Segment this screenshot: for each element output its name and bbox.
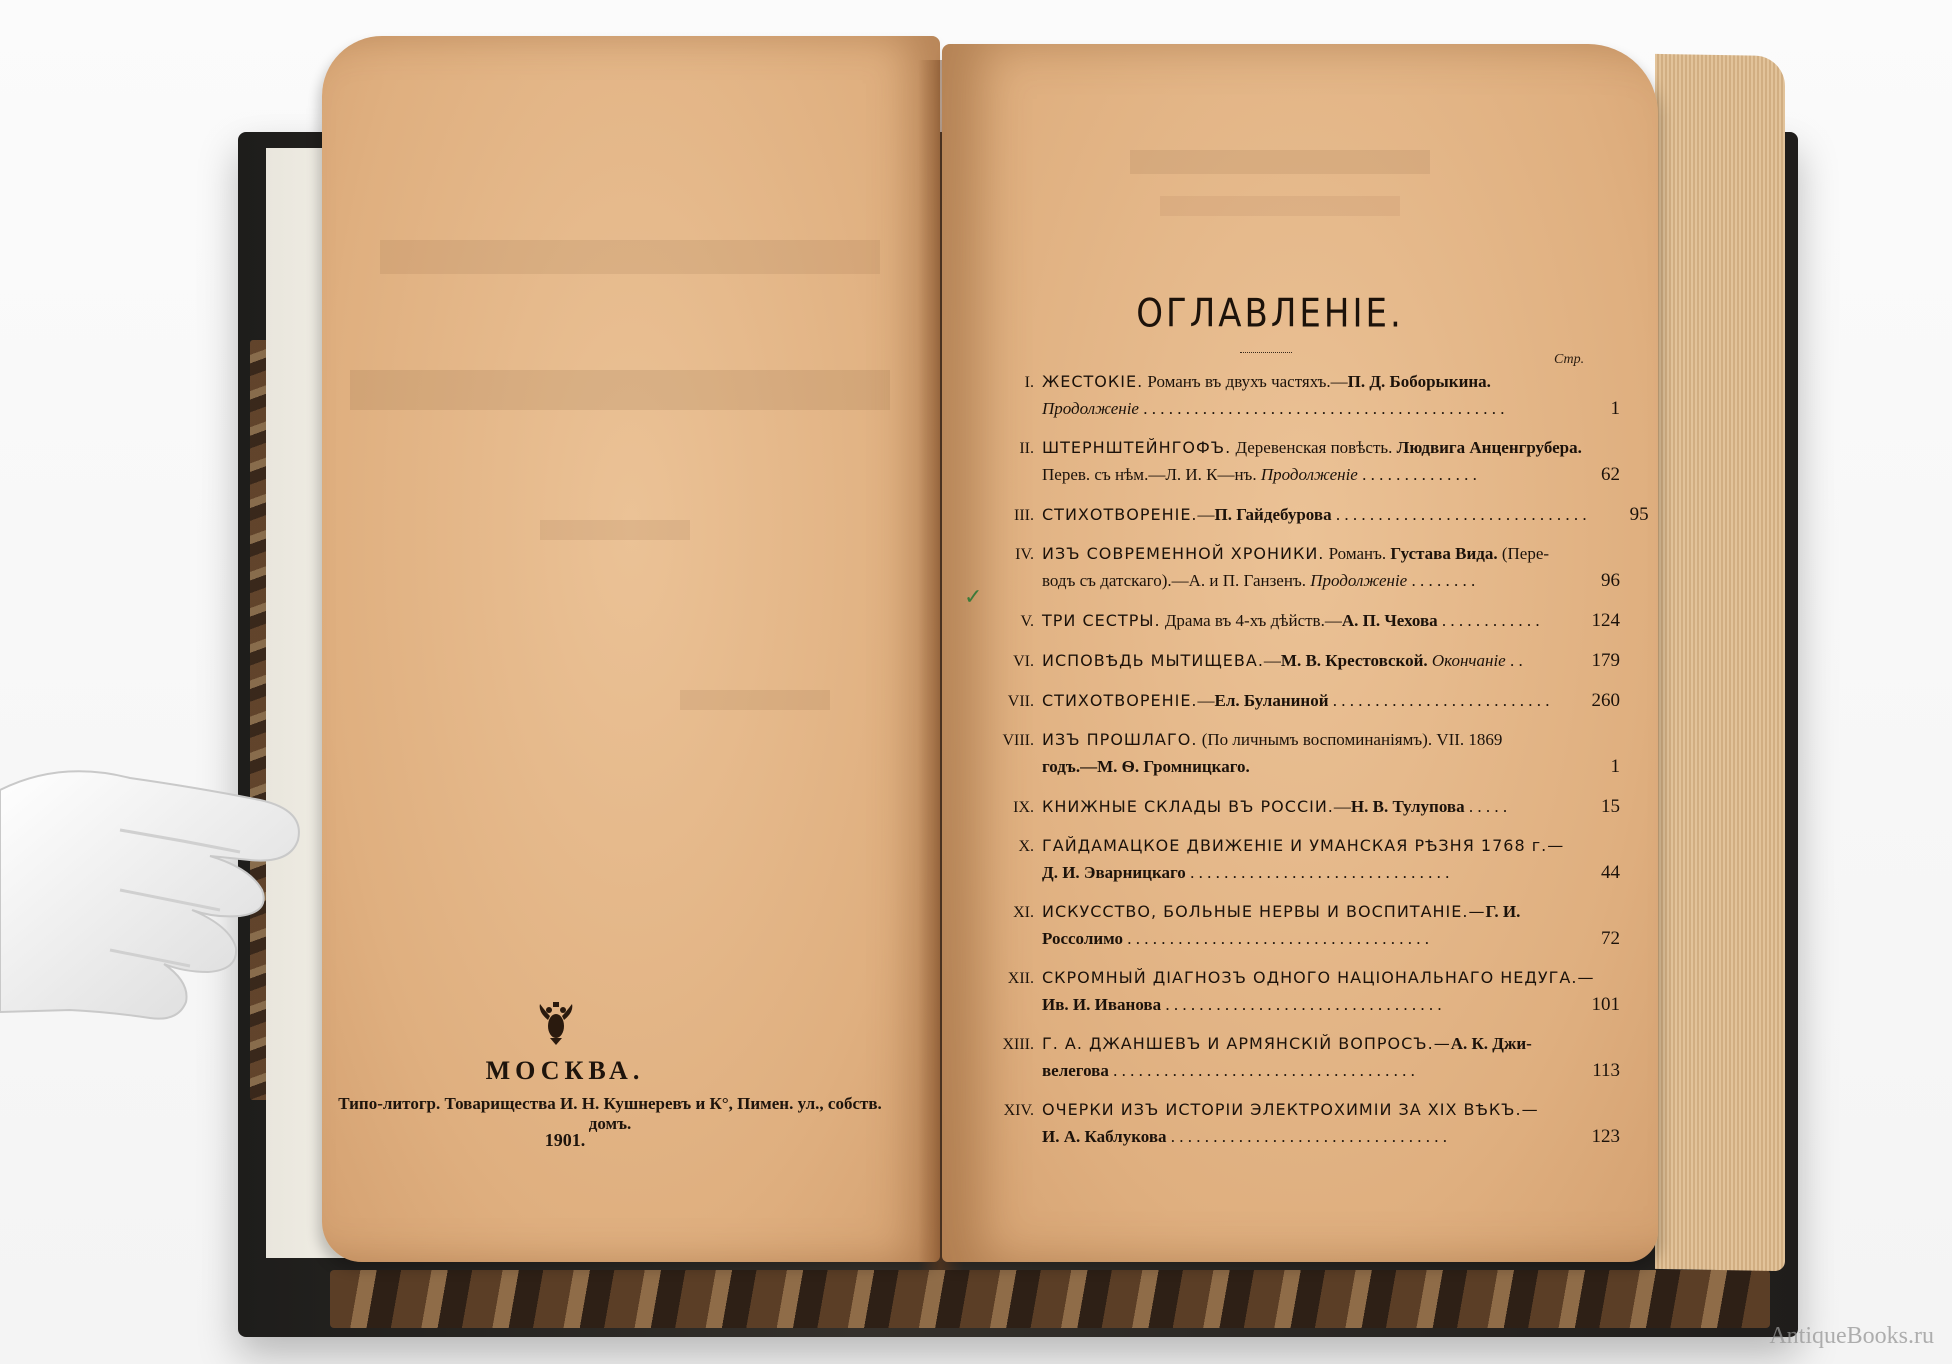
entry-subtitle: Драма въ 4-хъ дѣйств.— (1164, 611, 1342, 630)
entry-author: Ив. И. Иванова (1042, 995, 1162, 1014)
page-edges (1655, 54, 1785, 1271)
entry-author: годъ.—М. Ѳ. Громницкаго. (1042, 757, 1250, 776)
entry-page: 1 (1610, 398, 1620, 419)
entry-title: СКРОМНЫЙ ДІАГНОЗЪ ОДНОГО НАЦІОНАЛЬНАГО НЕДУГА.— (1042, 968, 1595, 987)
toc-entry: III. СТИХОТВОРЕНІЕ.—П. Гайдебурова . . . . . . . . . . . . . . . . . . . . . . . . . . . . . . 95 (980, 504, 1620, 530)
entry-author: А. К. Джи- (1450, 1034, 1532, 1053)
entry-number: X. (1018, 838, 1034, 855)
toc-entry: XIV. ОЧЕРКИ ИЗЪ ИСТОРІИ ЭЛЕКТРОХИМІИ ЗА XIX ВѢКЪ.— И. А. Каблукова . . . . . . . . . . . . . . . . . . . . . . . . . . . . . . . . . 123 (980, 1100, 1620, 1152)
marbled-bottom-edge (330, 1270, 1770, 1328)
entry-number: IV. (1015, 546, 1034, 563)
entry-number: I. (1024, 374, 1034, 391)
entry-title: ГАЙДАМАЦКОЕ ДВИЖЕНІЕ И УМАНСКАЯ РѢЗНЯ 1768 г.— (1042, 836, 1565, 855)
entry-note: Продолженіе (1042, 399, 1139, 418)
entry-page: 15 (1601, 796, 1620, 817)
entry-page: 62 (1601, 464, 1620, 485)
entry-subtitle: — (1263, 651, 1281, 670)
toc-entry: IX. КНИЖНЫЕ СКЛАДЫ ВЪ РОССІИ.—Н. В. Тулупова . . . . . 15 (980, 796, 1620, 822)
toc-entry (980, 730, 1620, 782)
entry-number: VIII. (1002, 732, 1034, 749)
bleed-through-text (1130, 150, 1430, 174)
entry-note: Продолженіе (1260, 465, 1358, 484)
entry-author: П. Д. Боборыкина. (1347, 372, 1491, 391)
entry-author: А. П. Чехова (1341, 611, 1438, 630)
entry-number: XIV. (1003, 1102, 1034, 1119)
entry-title: КНИЖНЫЕ СКЛАДЫ ВЪ РОССІИ. (1042, 797, 1334, 816)
entry-number: VII. (1007, 693, 1034, 710)
toc-entry: X. ГАЙДАМАЦКОЕ ДВИЖЕНІЕ И УМАНСКАЯ РѢЗНЯ 1768 г.— Д. И. Эварницкаго . . . . . . . . . . . . . . . . . . . . . . . . . . . . . . . 44 (980, 836, 1620, 888)
imprint-year: 1901. (544, 1130, 586, 1150)
entry-subtitle: Романъ. (1328, 544, 1387, 563)
entry-page: 72 (1601, 928, 1620, 949)
entry-title: ЖЕСТОКІЕ. (1042, 372, 1144, 391)
entry-page: 179 (1591, 650, 1620, 671)
entry-page: 96 (1601, 570, 1620, 591)
entry-title: СТИХОТВОРЕНІЕ. (1042, 505, 1198, 524)
toc-entry: XIII. Г. А. ДЖАНШЕВЪ И АРМЯНСКІЙ ВОПРОСЪ.—А. К. Джи- велегова . . . . . . . . . . . . . . . . . . . . . . . . . . . . . . . . . . . . 113 (980, 1034, 1620, 1086)
entry-page: 124 (1591, 610, 1620, 631)
bleed-through-text (540, 520, 690, 540)
double-headed-eagle-icon (536, 1000, 576, 1046)
toc-entry: VII. СТИХОТВОРЕНІЕ.—Ел. Буланиной . . . . . . . . . . . . . . . . . . . . . . . . . . 260 (980, 690, 1620, 716)
entry-author: Н. В. Тулупова (1350, 797, 1465, 816)
bleed-through-text (680, 690, 830, 710)
entry-number: IX. (1013, 799, 1034, 816)
toc-entry: IV. ИЗЪ СОВРЕМЕННОЙ ХРОНИКИ. Романъ. Густава Вида. (Пере- водъ съ датскаго).—А. и П. Ганзенъ. Продолженіе . . . . . . . . 96 (980, 544, 1620, 596)
entry-title: СТИХОТВОРЕНІЕ. (1042, 691, 1198, 710)
imprint-city: МОСКВА. (485, 1056, 645, 1085)
entry-title: ИЗЪ ПРОШЛАГО. (1042, 730, 1198, 749)
entry-page: 1 (1610, 756, 1620, 777)
white-glove (0, 760, 330, 1090)
entry-author: Россолимо (1042, 929, 1124, 948)
entry-page: 260 (1591, 690, 1620, 711)
toc-entry: I. ЖЕСТОКІЕ. Романъ въ двухъ частяхъ.—П. Д. Боборыкина. Продолженіе . . . . . . . . . . . . . . . . . . . . . . . . . . . . . . . . . . . . . . . . . . . 1 (980, 372, 1620, 424)
entry-page: 95 (1629, 504, 1649, 525)
entry-author: Д. И. Эварницкаго (1042, 863, 1186, 882)
bleed-through-text (350, 370, 890, 410)
entry-subtitle: — (1333, 797, 1351, 816)
entry-page: 123 (1591, 1126, 1620, 1147)
entry-subtitle: (По личнымъ воспоминаніямъ). VII. 1869 (1201, 730, 1503, 749)
entry-number: XII. (1007, 970, 1034, 987)
entry-page: 101 (1591, 994, 1620, 1015)
entry-title: ТРИ СЕСТРЫ. (1042, 611, 1161, 630)
entry-title: Г. А. ДЖАНШЕВЪ И АРМЯНСКІЙ ВОПРОСЪ.— (1042, 1034, 1451, 1053)
toc-entry: VI. ИСПОВѢДЬ МЫТИЩЕВА.—М. В. Крестовской. Окончаніе . . 179 (980, 650, 1620, 676)
entry-number: II. (1019, 440, 1034, 457)
check-icon: ✓ (964, 585, 983, 610)
title-rule (1240, 352, 1292, 353)
table-of-contents (980, 372, 1649, 1166)
entry-subtitle: — (1197, 505, 1215, 524)
entry-number: XI. (1013, 904, 1034, 921)
entry-author: П. Гайдебурова (1214, 505, 1332, 524)
entry-translator: водъ съ датскаго).—А. и П. Ганзенъ. (1042, 571, 1306, 590)
entry-translator: Перев. съ нѣм.—Л. И. К—нъ. (1042, 465, 1257, 484)
entry-number: XIII. (1002, 1036, 1034, 1053)
toc-title: ОГЛАВЛЕНІЕ. (1136, 291, 1404, 337)
entry-note: Продолженіе (1310, 571, 1408, 590)
entry-subtitle: — (1197, 691, 1215, 710)
toc-entry: XII. СКРОМНЫЙ ДІАГНОЗЪ ОДНОГО НАЦІОНАЛЬНАГО НЕДУГА.— Ив. И. Иванова . . . . . . . . . . . . . . . . . . . . . . . . . . . . . . . . . 101 (980, 968, 1620, 1020)
entry-author: Ел. Буланиной (1214, 691, 1329, 710)
entry-author: велегова (1042, 1061, 1109, 1080)
entry-subtitle: (Пере- (1501, 544, 1550, 563)
entry-title: ИСПОВѢДЬ МЫТИЩЕВА. (1042, 651, 1264, 670)
bleed-through-text (1160, 196, 1400, 216)
watermark: AntiqueBooks.ru (1769, 1323, 1934, 1349)
entry-number: V. (1020, 613, 1034, 630)
toc-entry: XI. ИСКУССТВО, БОЛЬНЫЕ НЕРВЫ И ВОСПИТАНІЕ.—Г. И. Россолимо . . . . . . . . . . . . . . . . . . . . . . . . . . . . . . . . . . . . 72 (980, 902, 1620, 954)
imprint-printer: Типо-литогр. Товарищества И. Н. Кушнеревъ и К°, Пимен. ул., собств. домъ. (338, 1094, 882, 1133)
toc-entry: V. ТРИ СЕСТРЫ. Драма въ 4-хъ дѣйств.—А. П. Чехова . . . . . . . . . . . . 124 (980, 610, 1620, 636)
toc-entry: II. ШТЕРНШТЕЙНГОФЪ. Деревенская повѣсть. Людвига Анценгрубера. Перев. съ нѣм.—Л. И. К—нъ. Продолженіе . . . . . . . . . . . . . . 62 (980, 438, 1620, 490)
entry-author: Густава Вида. (1390, 544, 1498, 563)
entry-author: Г. И. (1485, 902, 1521, 921)
entry-number: VI. (1013, 653, 1034, 670)
entry-number: III. (1014, 507, 1034, 524)
entry-subtitle: Романъ въ двухъ частяхъ.— (1147, 372, 1348, 391)
entry-author: М. В. Крестовской. (1280, 651, 1428, 670)
entry-title: ИСКУССТВО, БОЛЬНЫЕ НЕРВЫ И ВОСПИТАНІЕ.— (1042, 902, 1486, 921)
entry-subtitle: Деревенская повѣсть. (1235, 438, 1393, 457)
entry-author: И. А. Каблукова (1042, 1127, 1167, 1146)
entry-title: ШТЕРНШТЕЙНГОФЪ. (1042, 438, 1232, 457)
entry-page: 113 (1592, 1060, 1620, 1081)
entry-author: Людвига Анценгрубера. (1396, 438, 1582, 457)
entry-note: Окончаніе (1431, 651, 1506, 670)
toc-page-header: Стр. (1554, 352, 1585, 367)
entry-page: 44 (1601, 862, 1620, 883)
entry-title: ИЗЪ СОВРЕМЕННОЙ ХРОНИКИ. (1042, 544, 1325, 563)
bleed-through-text (380, 240, 880, 274)
entry-title: ОЧЕРКИ ИЗЪ ИСТОРІИ ЭЛЕКТРОХИМІИ ЗА XIX ВѢКЪ.— (1042, 1100, 1539, 1119)
